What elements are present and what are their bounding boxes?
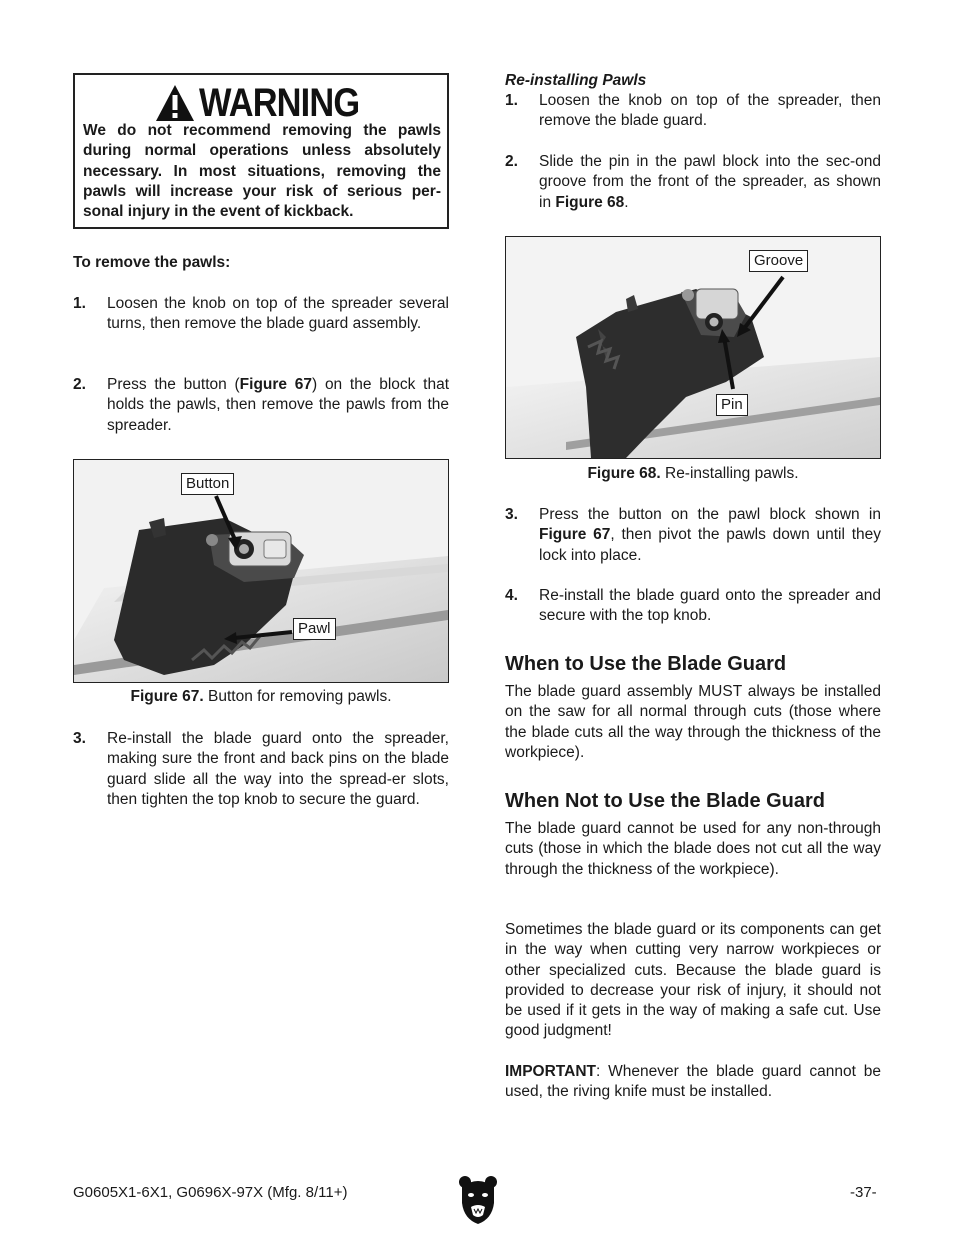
step-number: 3. [73, 730, 86, 747]
left-step-1 [73, 294, 449, 335]
left-step-2 [73, 375, 449, 436]
groove-callout: Groove [749, 250, 808, 272]
when-not-to-use-text-2: Sometimes the blade guard or its components can get in the way when cutting very narrow workpieces or other specialized cuts. Because the blade guard is provided to decrease your risk of injury, it should not be used if it gets in the way of making a safe cut. Use good judgment! [505, 921, 881, 1040]
step-text-a: Press the button ( [107, 376, 240, 393]
step-text: Re-install the blade guard onto the spreader and secure with the top knob. [539, 587, 881, 625]
when-to-use-text: The blade guard assembly MUST always be installed on the saw for all normal through cuts (those where the blade cuts all the way through the thickness of the workpiece). [505, 683, 881, 761]
figure-ref: Figure 67 [239, 376, 313, 393]
step-text-b: . [624, 193, 629, 211]
warning-text: We do not recommend removing the pawls during normal operations unless absolutely necessary. In most situations, removing the pawls will increase your risk of serious per-sonal injury in the event of kickback. [83, 122, 441, 221]
right-step-4 [505, 586, 881, 627]
step-number: 4. [505, 587, 518, 604]
step-text-b: , then pivot the pawls down until they lock into place. [539, 526, 881, 564]
step-number: 2. [505, 153, 518, 170]
when-to-use-heading: When to Use the Blade Guard [505, 653, 787, 675]
pin-callout: Pin [716, 394, 748, 416]
footer-page-number: -37- [850, 1184, 877, 1201]
step-number: 1. [505, 92, 518, 109]
figure-67-caption [73, 687, 449, 707]
warning-title: WARNING [199, 80, 360, 125]
caption-text: Button for removing pawls. [203, 688, 392, 705]
important-label: IMPORTANT [505, 1063, 596, 1080]
figure-ref: Figure 67 [539, 526, 611, 544]
step-text-b: ) on the block that holds the pawls, then remove the pawls from the spreader. [107, 376, 450, 434]
warning-header [155, 81, 385, 125]
step-text [107, 375, 449, 436]
figure-68-photo [505, 236, 881, 459]
step-text-a: Slide the pin in the pawl block into the sec-ond groove from the front of the spreader, as shown in [539, 153, 881, 211]
warning-box [73, 73, 449, 229]
important-text: : Whenever the blade guard cannot be used, the riving knife must be installed. [505, 1063, 881, 1101]
pawl-callout: Pawl [293, 618, 336, 640]
step-text: Loosen the knob on top of the spreader, then remove the blade guard. [539, 92, 881, 130]
pawl-reinstall-illustration [506, 237, 880, 458]
step-text: Loosen the knob on top of the spreader several turns, then remove the blade guard assembly. [107, 295, 449, 333]
step-number: 3. [505, 506, 518, 523]
important-note [505, 1062, 881, 1103]
right-step-2 [505, 152, 881, 213]
right-step-3 [505, 505, 881, 566]
left-step-3 [73, 729, 449, 810]
footer-model: G0605X1-6X1, G0696X-97X (Mfg. 8/11+) [73, 1184, 348, 1201]
step-text [539, 505, 881, 566]
step-text [539, 152, 881, 213]
bear-logo-icon [458, 1173, 498, 1225]
caption-label: Figure 67. [130, 688, 204, 705]
pawl-assembly-illustration [74, 460, 448, 682]
remove-pawls-heading: To remove the pawls: [73, 254, 231, 271]
button-callout: Button [181, 473, 234, 495]
figure-ref: Figure 68 [555, 193, 625, 211]
caption-text: Re-installing pawls. [660, 465, 799, 482]
when-not-to-use-text-1: The blade guard cannot be used for any non-through cuts (those in which the blade does not cut all the way through the thickness of the workpiece). [505, 820, 881, 878]
step-text: Re-install the blade guard onto the spreader, making sure the front and back pins on the blade guard slide all the way into the spread-er slots, then tighten the top knob to secure the guard. [107, 730, 449, 808]
when-not-to-use-heading: When Not to Use the Blade Guard [505, 790, 826, 812]
step-number: 1. [73, 295, 86, 312]
warning-triangle-icon [155, 84, 195, 122]
right-step-1 [505, 91, 881, 132]
figure-67-photo [73, 459, 449, 683]
reinstall-pawls-heading: Re-installing Pawls [505, 72, 647, 89]
step-text-a: Press the button on the pawl block shown in [539, 506, 881, 523]
figure-68-caption [505, 464, 881, 484]
caption-label: Figure 68. [587, 465, 661, 482]
step-number: 2. [73, 376, 86, 393]
